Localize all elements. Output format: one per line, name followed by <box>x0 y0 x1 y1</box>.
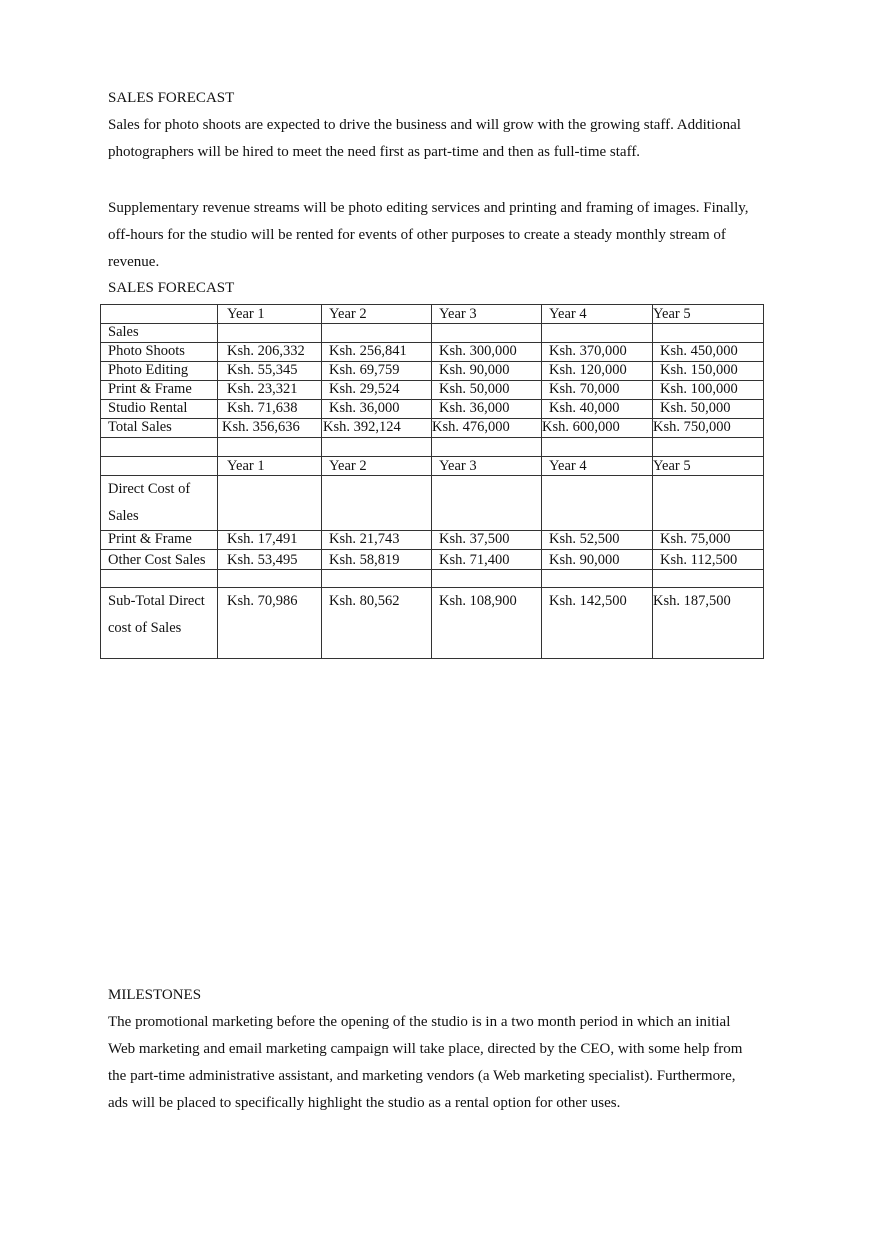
table-cell: Ksh. 108,900 <box>432 588 542 659</box>
table-cell <box>101 457 218 476</box>
table-row <box>101 476 764 531</box>
row-label: Photo Shoots <box>101 343 218 362</box>
milestones-heading: MILESTONES <box>108 987 202 1003</box>
year-header-cell: Year 1 <box>218 457 322 476</box>
year-header-cell: Year 3 <box>432 457 542 476</box>
table-cell <box>101 438 218 457</box>
table-row <box>101 324 764 343</box>
table-cell <box>542 476 653 531</box>
table-cell: Ksh. 36,000 <box>432 400 542 419</box>
table-header-row <box>101 305 764 324</box>
table-cell: Ksh. 69,759 <box>322 362 432 381</box>
table-row <box>101 381 764 400</box>
table-row <box>101 550 764 570</box>
table-cell <box>653 476 764 531</box>
year-header-cell: Year 2 <box>322 457 432 476</box>
subtotal-row <box>101 588 764 659</box>
table-cell <box>542 324 653 343</box>
table-row <box>101 419 764 438</box>
table-cell <box>218 570 322 588</box>
paragraph-line: ads will be placed to specifically highlight the studio as a rental option for other uses. <box>108 1095 621 1111</box>
table-cell: Ksh. 476,000 <box>432 419 542 438</box>
table-cell: Ksh. 187,500 <box>653 588 764 659</box>
table-cell: Ksh. 750,000 <box>653 419 764 438</box>
table-cell: Ksh. 37,500 <box>432 531 542 550</box>
row-label: Studio Rental <box>101 400 218 419</box>
table-cell: Ksh. 450,000 <box>653 343 764 362</box>
table-cell: Ksh. 53,495 <box>218 550 322 570</box>
year-header-cell: Year 2 <box>322 305 432 324</box>
table-cell: Ksh. 90,000 <box>432 362 542 381</box>
sales-forecast-heading: SALES FORECAST <box>108 90 235 106</box>
table-corner-cell <box>101 305 218 324</box>
table-cell <box>542 570 653 588</box>
table-cell <box>218 438 322 457</box>
table-row <box>101 531 764 550</box>
table-heading: SALES FORECAST <box>108 280 235 296</box>
table-cell <box>653 324 764 343</box>
paragraph-line: Supplementary revenue streams will be photo editing services and printing and framing of images. Finally, <box>108 200 749 216</box>
table-cell: Ksh. 23,321 <box>218 381 322 400</box>
table-row <box>101 343 764 362</box>
table-cell: Ksh. 50,000 <box>432 381 542 400</box>
paragraph-line: the part-time administrative assistant, and marketing vendors (a Web marketing specialist). Furthermore, <box>108 1068 736 1084</box>
table-cell: Ksh. 70,986 <box>218 588 322 659</box>
table-cell <box>432 324 542 343</box>
paragraph-line: Web marketing and email marketing campaign will take place, directed by the CEO, with some help from <box>108 1041 743 1057</box>
table-cell: Ksh. 142,500 <box>542 588 653 659</box>
table-cell <box>653 570 764 588</box>
table-cell <box>322 438 432 457</box>
table-cell: Ksh. 356,636 <box>218 419 322 438</box>
table-cell <box>218 476 322 531</box>
table-cell: Ksh. 17,491 <box>218 531 322 550</box>
table-cell: Ksh. 256,841 <box>322 343 432 362</box>
table-cell: Ksh. 100,000 <box>653 381 764 400</box>
paragraph-line: photographers will be hired to meet the need first as part-time and then as full-time staff. <box>108 144 641 160</box>
table-cell: Ksh. 58,819 <box>322 550 432 570</box>
subtotal-label: Sub-Total Direct cost of Sales <box>101 588 218 659</box>
table-cell <box>322 570 432 588</box>
table-cell <box>101 570 218 588</box>
direct-cost-section-label: Direct Cost of Sales <box>101 476 218 531</box>
table-cell: Ksh. 112,500 <box>653 550 764 570</box>
table-cell: Ksh. 21,743 <box>322 531 432 550</box>
year-header-cell: Year 5 <box>653 305 764 324</box>
table-cell <box>432 476 542 531</box>
row-label: Photo Editing <box>101 362 218 381</box>
table-cell: Ksh. 90,000 <box>542 550 653 570</box>
table-cell: Ksh. 40,000 <box>542 400 653 419</box>
paragraph-line: The promotional marketing before the opening of the studio is in a two month period in which an initial <box>108 1014 731 1030</box>
table-header-row <box>101 457 764 476</box>
table-cell <box>432 438 542 457</box>
table-cell: Ksh. 52,500 <box>542 531 653 550</box>
table-cell <box>432 570 542 588</box>
table-row <box>101 362 764 381</box>
table-cell <box>542 438 653 457</box>
table-cell <box>322 476 432 531</box>
table-cell: Ksh. 71,400 <box>432 550 542 570</box>
table-row <box>101 570 764 588</box>
year-header-cell: Year 1 <box>218 305 322 324</box>
row-label: Print & Frame <box>101 381 218 400</box>
table-cell: Ksh. 80,562 <box>322 588 432 659</box>
table-cell: Ksh. 120,000 <box>542 362 653 381</box>
table-cell: Ksh. 370,000 <box>542 343 653 362</box>
year-header-cell: Year 4 <box>542 457 653 476</box>
table-cell: Ksh. 55,345 <box>218 362 322 381</box>
table-cell <box>218 324 322 343</box>
sales-forecast-table <box>100 304 764 659</box>
table-cell: Ksh. 300,000 <box>432 343 542 362</box>
table-cell: Ksh. 29,524 <box>322 381 432 400</box>
table-cell: Ksh. 206,332 <box>218 343 322 362</box>
row-label: Print & Frame <box>101 531 218 550</box>
table-cell: Ksh. 75,000 <box>653 531 764 550</box>
table-cell: Ksh. 600,000 <box>542 419 653 438</box>
year-header-cell: Year 4 <box>542 305 653 324</box>
paragraph-line: off-hours for the studio will be rented for events of other purposes to create a steady monthly stream of <box>108 227 726 243</box>
table-cell <box>322 324 432 343</box>
table-cell: Ksh. 392,124 <box>322 419 432 438</box>
table-row <box>101 400 764 419</box>
row-label: Other Cost Sales <box>101 550 218 570</box>
paragraph-line: Sales for photo shoots are expected to drive the business and will grow with the growing staff. Additional <box>108 117 741 133</box>
paragraph-line: revenue. <box>108 254 160 270</box>
row-label: Total Sales <box>101 419 218 438</box>
year-header-cell: Year 3 <box>432 305 542 324</box>
table-cell: Ksh. 50,000 <box>653 400 764 419</box>
table-cell: Ksh. 150,000 <box>653 362 764 381</box>
table-cell: Ksh. 36,000 <box>322 400 432 419</box>
table-cell: Ksh. 71,638 <box>218 400 322 419</box>
table-cell: Ksh. 70,000 <box>542 381 653 400</box>
table-cell <box>653 438 764 457</box>
table-row <box>101 438 764 457</box>
sales-section-label: Sales <box>101 324 218 343</box>
year-header-cell: Year 5 <box>653 457 764 476</box>
